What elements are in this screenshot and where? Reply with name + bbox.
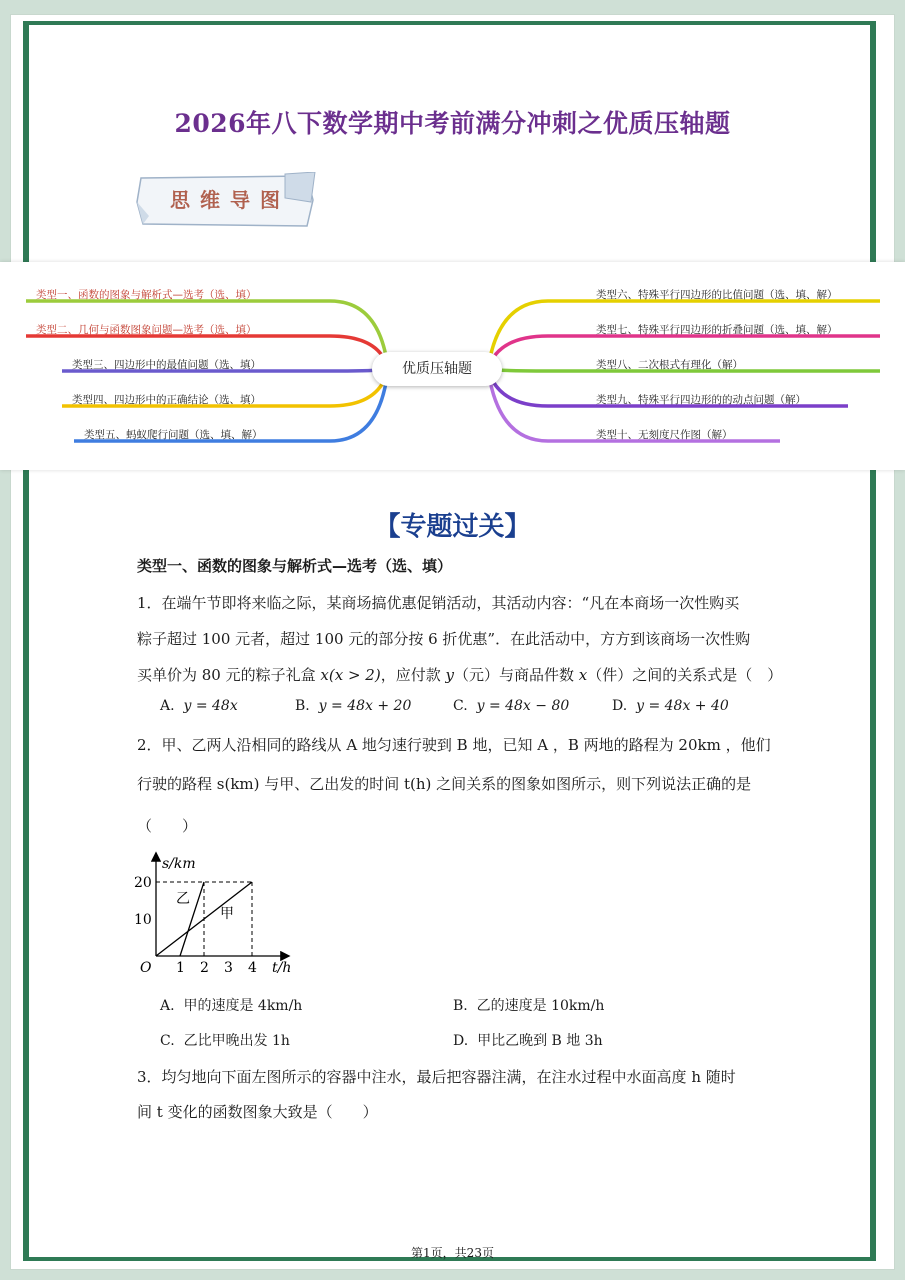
x-tick-1: 1 bbox=[176, 960, 185, 976]
jia-line-label: 甲 bbox=[220, 906, 234, 922]
y-tick-10: 10 bbox=[134, 912, 152, 928]
q2-option-a: A. 甲的速度是 4km/h bbox=[160, 998, 303, 1014]
mindmap-tab-label: 思维导图 bbox=[170, 188, 290, 212]
mind-map-item-1: 类型一、函数的图象与解析式—选考（选、填） bbox=[36, 289, 257, 301]
origin-label: O bbox=[140, 960, 152, 976]
mind-map bbox=[0, 262, 905, 470]
q2-option-b: B. 乙的速度是 10km/h bbox=[453, 998, 605, 1014]
x-tick-4: 4 bbox=[248, 960, 257, 976]
q2-line3: （ ） bbox=[137, 817, 198, 835]
q1-option-d: D. y = 48x + 40 bbox=[612, 698, 729, 714]
q1-line2: 粽子超过 100 元者，超过 100 元的部分按 6 折优惠”．在此活动中，方方到该商场一次性购 bbox=[137, 630, 751, 648]
type1-heading: 类型一、函数的图象与解析式—选考（选、填） bbox=[137, 557, 453, 575]
mind-map-item-10: 类型十、无刻度尺作图（解） bbox=[596, 429, 733, 441]
q1-option-a: A. y = 48x bbox=[160, 698, 238, 714]
q1-line3: 买单价为 80 元的粽子礼盒 x(x > 2)，应付款 y（元）与商品件数 x（件）之间的关系式是（ ） bbox=[137, 666, 783, 684]
q2-option-d: D. 甲比乙晚到 B 地 3h bbox=[453, 1033, 603, 1049]
x-tick-3: 3 bbox=[224, 960, 233, 976]
mind-map-item-8: 类型八、二次根式有理化（解） bbox=[596, 359, 743, 371]
q3-line2: 间 t 变化的函数图象大致是（ ） bbox=[137, 1103, 378, 1121]
document-title: 2026年八下数学期中考前满分冲刺之优质压轴题 bbox=[174, 109, 731, 138]
q3-line1: 3．均匀地向下面左图所示的容器中注水，最后把容器注满，在注水过程中水面高度 h 随时 bbox=[137, 1068, 736, 1086]
mind-map-item-4: 类型四、四边形中的正确结论（选、填） bbox=[72, 394, 261, 406]
y-axis-label: s/km bbox=[162, 856, 196, 872]
mind-map-center: 优质压轴题 bbox=[372, 352, 502, 386]
section-title: 【专题过关】 bbox=[374, 512, 531, 542]
q2-distance-time-graph bbox=[128, 848, 298, 978]
y-tick-20: 20 bbox=[134, 875, 152, 891]
line-jia bbox=[156, 882, 252, 956]
yi-line-label: 乙 bbox=[176, 891, 190, 907]
mind-map-item-7: 类型七、特殊平行四边形的折叠问题（选、填、解） bbox=[596, 324, 838, 336]
page-footer: 第1页，共23页 bbox=[411, 1246, 494, 1260]
x-tick-2: 2 bbox=[200, 960, 209, 976]
mind-map-item-2: 类型二、几何与函数图象问题—选考（选、填） bbox=[36, 324, 257, 336]
q1-option-b: B. y = 48x + 20 bbox=[295, 698, 412, 714]
mind-map-item-9: 类型九、特殊平行四边形的的动点问题（解） bbox=[596, 394, 806, 406]
mind-map-item-5: 类型五、蚂蚁爬行问题（选、填、解） bbox=[84, 429, 263, 441]
q1-line1: 1．在端午节即将来临之际，某商场搞优惠促销活动，其活动内容：“凡在本商场一次性购买 bbox=[137, 594, 740, 612]
q2-line2: 行驶的路程 s(km) 与甲、乙出发的时间 t(h) 之间关系的图象如图所示，则下列说法正确的是 bbox=[137, 775, 752, 793]
q1-option-c: C. y = 48x − 80 bbox=[453, 698, 570, 714]
q2-line1: 2．甲、乙两人沿相同的路线从 A 地匀速行驶到 B 地，已知 A ，B 两地的路程为 20km ，他们 bbox=[137, 736, 771, 754]
q2-option-c: C. 乙比甲晚出发 1h bbox=[160, 1033, 290, 1049]
x-axis-label: t/h bbox=[272, 960, 292, 976]
mind-map-item-3: 类型三、四边形中的最值问题（选、填） bbox=[72, 359, 261, 371]
mind-map-item-6: 类型六、特殊平行四边形的比值问题（选、填、解） bbox=[596, 289, 838, 301]
